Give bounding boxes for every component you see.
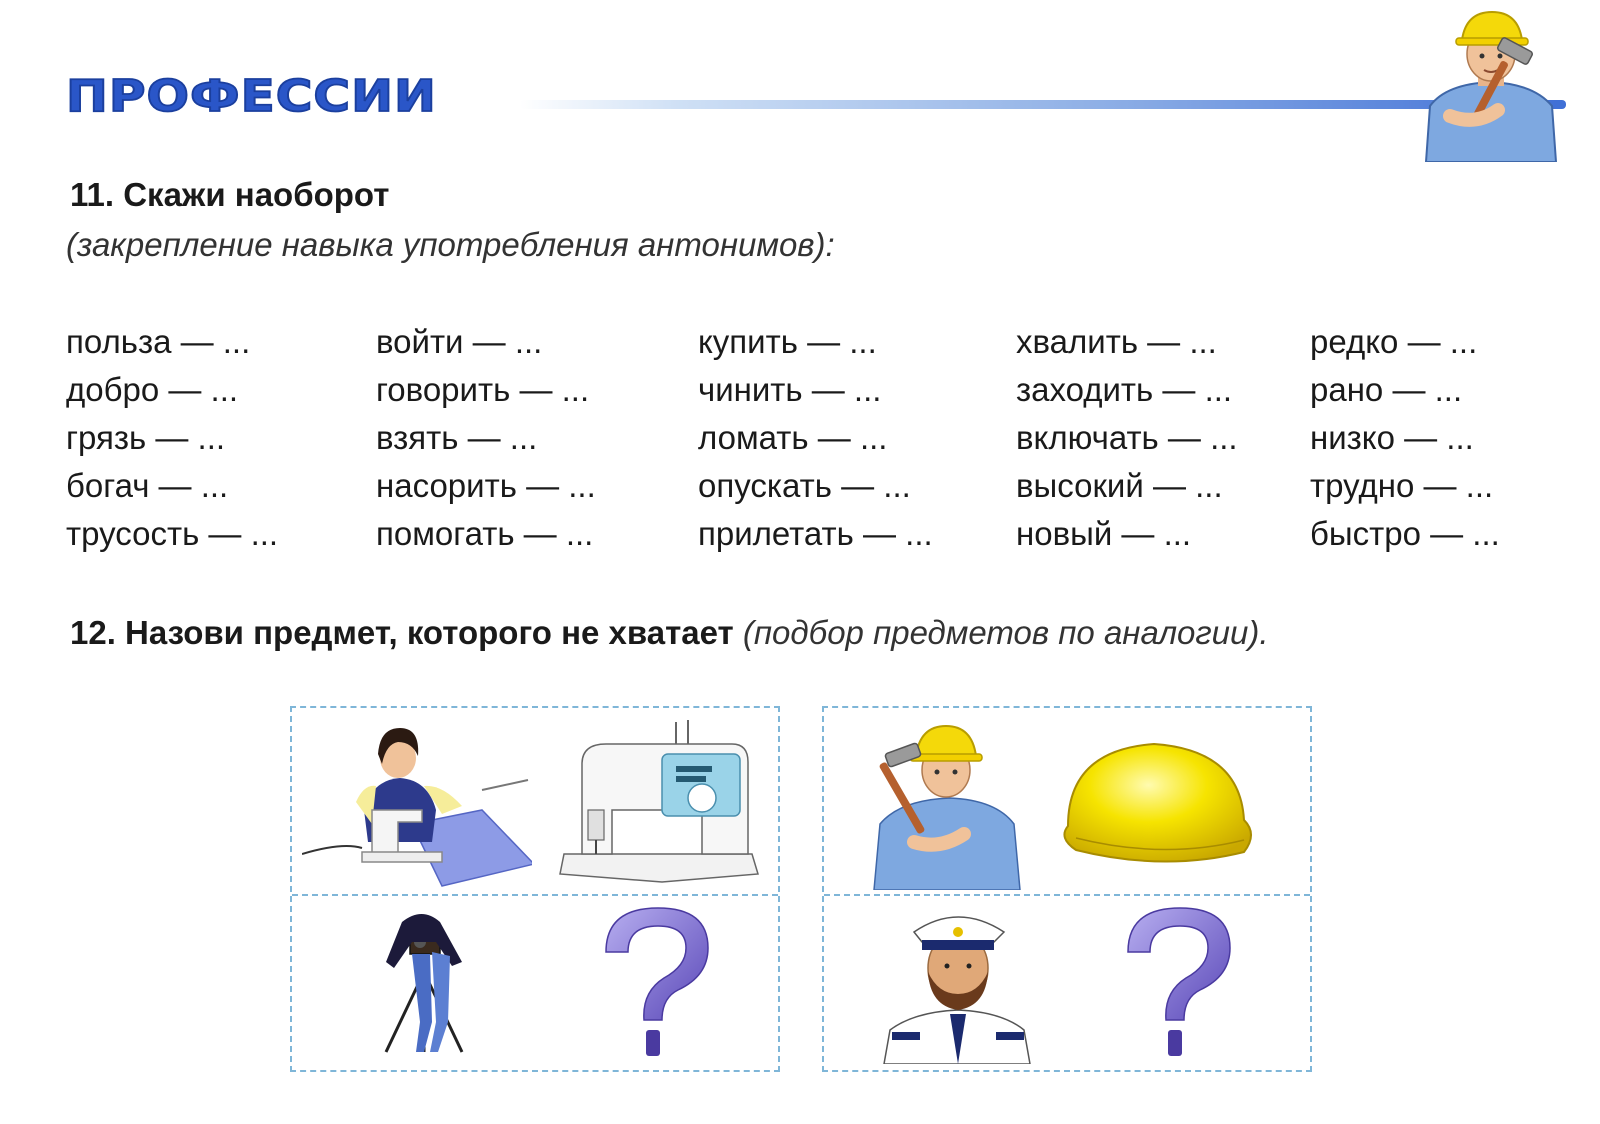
exercise-12-title: 12. Назови предмет, которого не хватает <box>70 614 734 651</box>
antonym-word: прилетать — ... <box>698 515 933 552</box>
antonym-word: трудно — ... <box>1310 467 1494 504</box>
antonym-word: говорить — ... <box>376 371 590 408</box>
exercise-11-heading: 11. Скажи наоборот <box>70 176 390 213</box>
question-mark-icon <box>582 902 752 1064</box>
analogy-panel-2 <box>822 706 1312 1072</box>
antonym-word: взять — ... <box>376 419 538 456</box>
antonym-word: чинить — ... <box>698 371 882 408</box>
antonym-column-1 <box>66 318 278 558</box>
analogy-panel-1 <box>290 706 780 1072</box>
antonym-word: купить — ... <box>698 323 877 360</box>
seamstress-icon <box>302 714 532 890</box>
antonym-word: хвалить — ... <box>1016 323 1217 360</box>
sea-captain-icon <box>864 902 1054 1064</box>
antonym-word: войти — ... <box>376 323 543 360</box>
title-underline-stripe <box>520 100 1566 109</box>
exercise-12-heading <box>70 614 1269 652</box>
antonym-word: ломать — ... <box>698 419 888 456</box>
antonym-word: высокий — ... <box>1016 467 1223 504</box>
antonym-word: рано — ... <box>1310 371 1463 408</box>
antonym-word: заходить — ... <box>1016 371 1233 408</box>
photographer-icon <box>332 902 532 1064</box>
antonym-word: новый — ... <box>1016 515 1192 552</box>
page-title: ПРОФЕССИИ <box>66 70 437 122</box>
antonym-word: низко — ... <box>1310 419 1474 456</box>
worker-with-hammer-illustration <box>1416 6 1566 162</box>
antonym-column-3 <box>698 318 933 558</box>
sewing-machine-icon <box>552 714 772 890</box>
antonym-word: включать — ... <box>1016 419 1238 456</box>
antonym-word: насорить — ... <box>376 467 596 504</box>
panel-divider <box>292 894 778 896</box>
hard-hat-icon <box>1054 728 1264 878</box>
antonym-word: добро — ... <box>66 371 239 408</box>
exercise-12-note: (подбор предметов по аналогии). <box>733 614 1269 651</box>
panel-divider <box>824 894 1310 896</box>
question-mark-icon <box>1104 902 1274 1064</box>
antonym-word: помогать — ... <box>376 515 594 552</box>
antonym-column-2 <box>376 318 596 558</box>
builder-icon <box>854 714 1044 890</box>
antonym-word: польза — ... <box>66 323 251 360</box>
antonym-word: трусость — ... <box>66 515 279 552</box>
antonym-word: грязь — ... <box>66 419 226 456</box>
antonym-word: быстро — ... <box>1310 515 1500 552</box>
exercise-11-subtitle: (закрепление навыка употребления антонимов): <box>66 226 835 263</box>
antonym-column-5 <box>1310 318 1500 558</box>
antonym-word: опускать — ... <box>698 467 911 504</box>
antonym-column-4 <box>1016 318 1238 558</box>
antonym-word: богач — ... <box>66 467 229 504</box>
antonym-word: редко — ... <box>1310 323 1478 360</box>
